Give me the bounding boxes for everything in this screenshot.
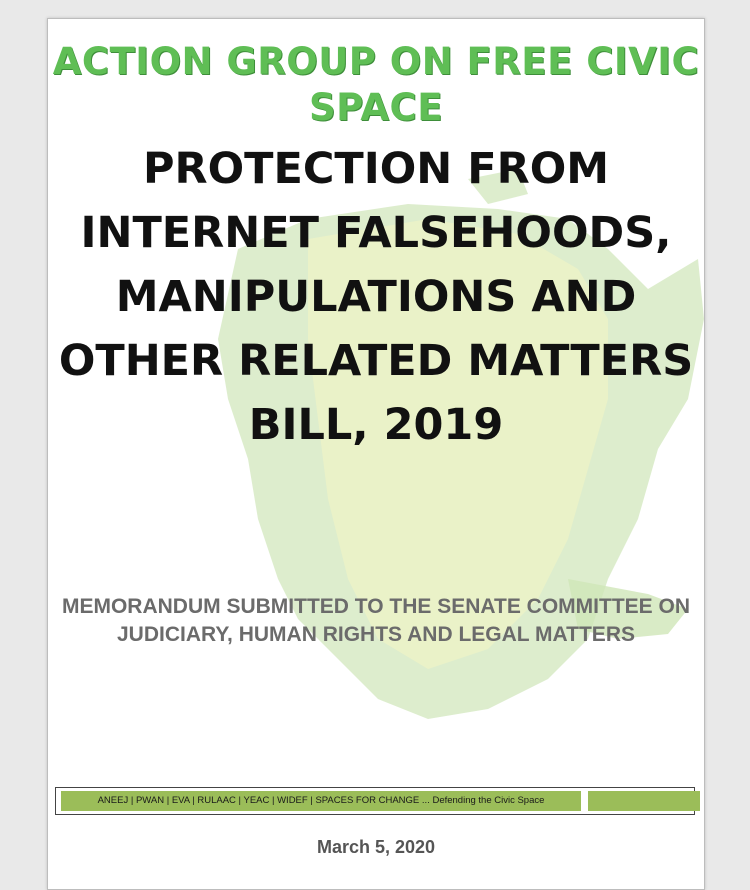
bill-title: PROTECTION FROM INTERNET FALSEHOODS, MANIPULATIONS AND OTHER RELATED MATTERS BILL, 2019 (58, 144, 694, 450)
memo-subtitle: MEMORANDUM SUBMITTED TO THE SENATE COMMITTEE ON JUDICIARY, HUMAN RIGHTS AND LEGAL MATTERS (61, 595, 691, 646)
document-page (47, 18, 705, 890)
footer-bar (55, 787, 695, 815)
document-date: March 5, 2020 (316, 837, 436, 857)
footer-orgs: ANEEJ | PWAN | EVA | RULAAC | YEAC | WIDEF | SPACES FOR CHANGE ... Defending the Civic Space (61, 791, 581, 811)
footer-fill-block (588, 791, 700, 811)
org-title: ACTION GROUP ON FREE CIVIC SPACE (52, 40, 700, 129)
